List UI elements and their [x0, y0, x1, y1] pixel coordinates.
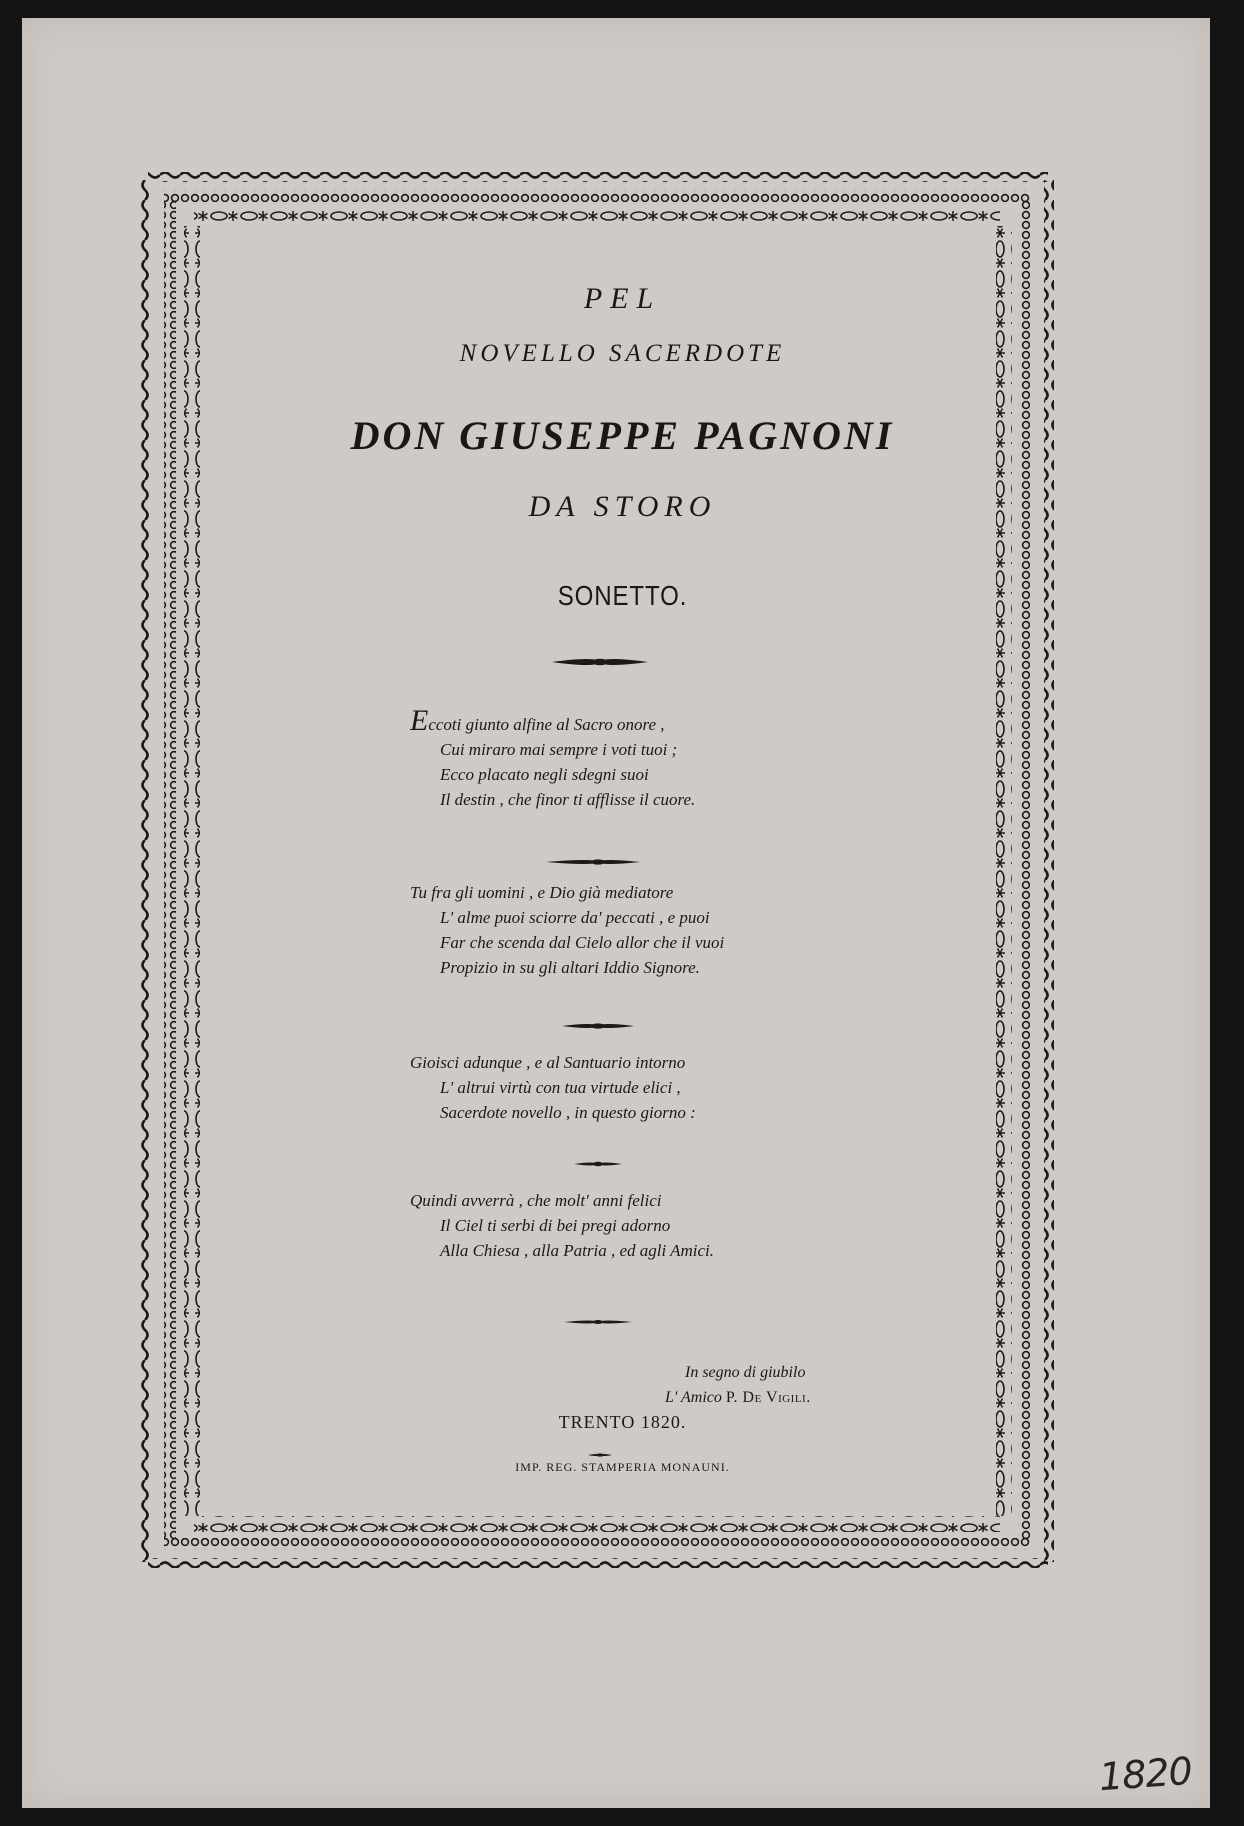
stanza-line: Alla Chiesa , alla Patria , ed agli Amici. [440, 1241, 715, 1260]
stanza-line: Propizio in su gli altari Iddio Signore. [440, 958, 700, 977]
stanza-4 [410, 1188, 870, 1263]
title-sonetto: SONETTO. [557, 580, 688, 611]
stanza-line: Ecco placato negli sdegni suoi [440, 765, 649, 784]
signature-author [665, 1385, 965, 1410]
stanza-line: Il destin , che finor ti afflisse il cuore. [440, 790, 696, 809]
title-pel: PEL [583, 282, 662, 315]
stanza-line: Il Ciel ti serbi di bei pregi adorno [440, 1216, 671, 1235]
handwritten-date: 1820 [1097, 1748, 1194, 1800]
title-novello-sacerdote: NOVELLO SACERDOTE [459, 340, 786, 367]
stanza-first-line: Gioisci adunque , e al Santuario intorno [410, 1053, 686, 1072]
stanza-line: Sacerdote novello , in questo giorno : [440, 1103, 696, 1122]
signature-block [665, 1360, 965, 1410]
stanza-first-line: Tu fra gli uomini , e Dio già mediatore [410, 883, 674, 902]
broadside-content [230, 260, 1015, 1550]
title-origin: DA STORO [528, 490, 717, 523]
stanza-first-line: ccoti giunto alfine al Sacro onore , [428, 715, 665, 734]
stanza-line: L' altrui virtù con tua virtude elici , [440, 1078, 681, 1097]
drop-cap: E [410, 704, 429, 737]
stanza-3 [410, 1050, 870, 1125]
signature-name: P. De Vigili. [725, 1389, 811, 1406]
stanza-line [410, 704, 870, 737]
stanza-line: Cui miraro mai sempre i voti tuoi ; [440, 740, 678, 759]
stanza-first-line: Quindi avverrà , che molt' anni felici [410, 1191, 662, 1210]
title-name: DON GIUSEPPE PAGNONI [350, 413, 895, 458]
stanza-2 [410, 880, 870, 980]
stanza-line: Far che scenda dal Cielo allor che il vuoi [440, 933, 725, 952]
imprint-city-year: TRENTO 1820. [558, 1412, 687, 1432]
imprint-press: IMP. REG. STAMPERIA MONAUNI. [515, 1460, 730, 1474]
signature-dedication: In segno di giubilo [685, 1364, 806, 1381]
stanza-line: L' alme puoi sciorre da' peccati , e puoi [440, 908, 710, 927]
signature-amico: L' Amico [665, 1389, 722, 1406]
stanza-1 [410, 704, 870, 812]
